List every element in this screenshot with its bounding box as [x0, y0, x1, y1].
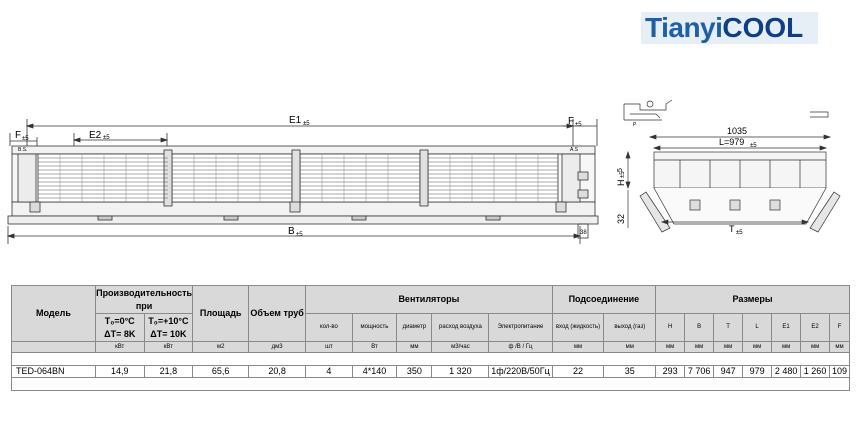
cap-0c-line1: T₀=0°C [104, 316, 135, 327]
blank-row [12, 378, 850, 391]
unit-conn-out: мм [604, 342, 656, 353]
unit-fan-power: Вт [352, 342, 397, 353]
header-sizes: Размеры [656, 286, 850, 314]
cell-conn-in: 22 [552, 366, 604, 378]
cap-10c-line2: ΔT= 10K [150, 328, 187, 339]
cap-10c-line1: T₀=+10°C [148, 316, 189, 327]
header-fan-airflow: расход воздуха [432, 314, 489, 342]
dim-32: 32 [616, 213, 626, 224]
dim-f-right-tol: ±5 [575, 122, 582, 128]
header-size-e1: E1 [772, 314, 801, 342]
unit-fan-qty: шт [306, 342, 353, 353]
dim-f-left-tol: ±5 [22, 136, 29, 142]
unit-conn-in: мм [552, 342, 604, 353]
header-size-t: T [714, 314, 743, 342]
unit-size-t: мм [714, 342, 743, 353]
cell-cap1: 14,9 [95, 366, 144, 378]
dim-5: 5 [617, 168, 624, 172]
header-fan-diameter: диаметр [397, 314, 432, 342]
header-volume: Объем труб [249, 286, 306, 342]
dim-1035: 1035 [727, 126, 748, 136]
unit-cap1: кВт [95, 342, 144, 353]
table-row [12, 366, 850, 378]
unit-size-h: мм [656, 342, 685, 353]
header-size-e2: E2 [801, 314, 830, 342]
spec-table [11, 285, 850, 391]
cell-size-e1: 2 480 [772, 366, 801, 378]
dim-e1-tol: ±5 [303, 121, 310, 127]
label-bs: B.S. [18, 147, 28, 153]
front-view-drawing [0, 0, 600, 250]
logo-text-part2: COOL [722, 12, 804, 43]
header-cap-10c [144, 314, 193, 342]
cell-conn-out: 35 [604, 366, 656, 378]
header-conn-out: выход (газ) [604, 314, 656, 342]
cell-model: TED-064BN [12, 366, 96, 378]
unit-size-b: мм [685, 342, 714, 353]
header-fan-supply: Электропитание [489, 314, 552, 342]
header-model: Модель [12, 286, 96, 342]
header-size-l: L [743, 314, 772, 342]
unit-fan-airflow: м3/час [432, 342, 489, 353]
dim-e2: E2 [89, 130, 102, 141]
dim-f-left: F [15, 130, 22, 141]
unit-volume: дм3 [249, 342, 306, 353]
logo-text-part1: Tianyi [645, 12, 723, 43]
dim-l: L=979 [719, 137, 745, 147]
cell-fan-power: 4*140 [352, 366, 397, 378]
cell-size-f: 109 [830, 366, 850, 378]
header-cap-0c [95, 314, 144, 342]
header-fans: Вентиляторы [306, 286, 552, 314]
cell-size-l: 979 [743, 366, 772, 378]
header-size-f: F [830, 314, 850, 342]
cell-volume: 20,8 [249, 366, 306, 378]
header-conn-in: вход (жидкость) [552, 314, 604, 342]
dim-b-tol: ±5 [296, 232, 303, 238]
unit-size-l: мм [743, 342, 772, 353]
cell-fan-qty: 4 [306, 366, 353, 378]
dim-b: B [288, 226, 295, 237]
label-as: A.S [570, 147, 579, 153]
cell-fan-airflow: 1 320 [432, 366, 489, 378]
dim-l-tol: ±5 [750, 143, 757, 149]
cell-size-h: 293 [656, 366, 685, 378]
unit-fan-diameter: мм [397, 342, 432, 353]
unit-size-e2: мм [801, 342, 830, 353]
spacer-row [12, 353, 850, 366]
unit-size-e1: мм [772, 342, 801, 353]
cap-0c-line2: ΔT= 8K [104, 328, 136, 339]
header-area: Площадь [193, 286, 249, 342]
unit-fan-supply: ф /В / Гц [489, 342, 552, 353]
header-size-h: H [656, 314, 685, 342]
dim-h: H [616, 179, 626, 186]
side-view-drawing [610, 0, 860, 240]
dim-t: T [729, 224, 735, 234]
cell-size-e2: 1 260 [801, 366, 830, 378]
cell-fan-diameter: 350 [397, 366, 432, 378]
dim-h-tol: ±5 [620, 171, 626, 178]
dim-t-tol: ±5 [736, 230, 743, 236]
dim-f-right: F [568, 116, 575, 127]
unit-cap2: кВт [144, 342, 193, 353]
header-fan-power: мощность [352, 314, 397, 342]
unit-area: м2 [193, 342, 249, 353]
cell-fan-supply: 1ф/220В/50Гц [489, 366, 552, 378]
dim-e2-tol: ±5 [103, 135, 110, 141]
unit-size-f: мм [830, 342, 850, 353]
cell-area: 65,6 [193, 366, 249, 378]
dim-e1: E1 [289, 115, 302, 126]
header-fan-qty: кол-во [306, 314, 353, 342]
cell-size-t: 947 [714, 366, 743, 378]
cell-size-b: 7 706 [685, 366, 714, 378]
dim-38: 38 [580, 230, 587, 236]
header-size-b: B [685, 314, 714, 342]
header-capacity: Производительность при [95, 286, 192, 314]
cell-cap2: 21,8 [144, 366, 193, 378]
unit-model [12, 342, 96, 353]
detail-p: P [633, 122, 637, 128]
header-connection: Подсоединение [552, 286, 656, 314]
